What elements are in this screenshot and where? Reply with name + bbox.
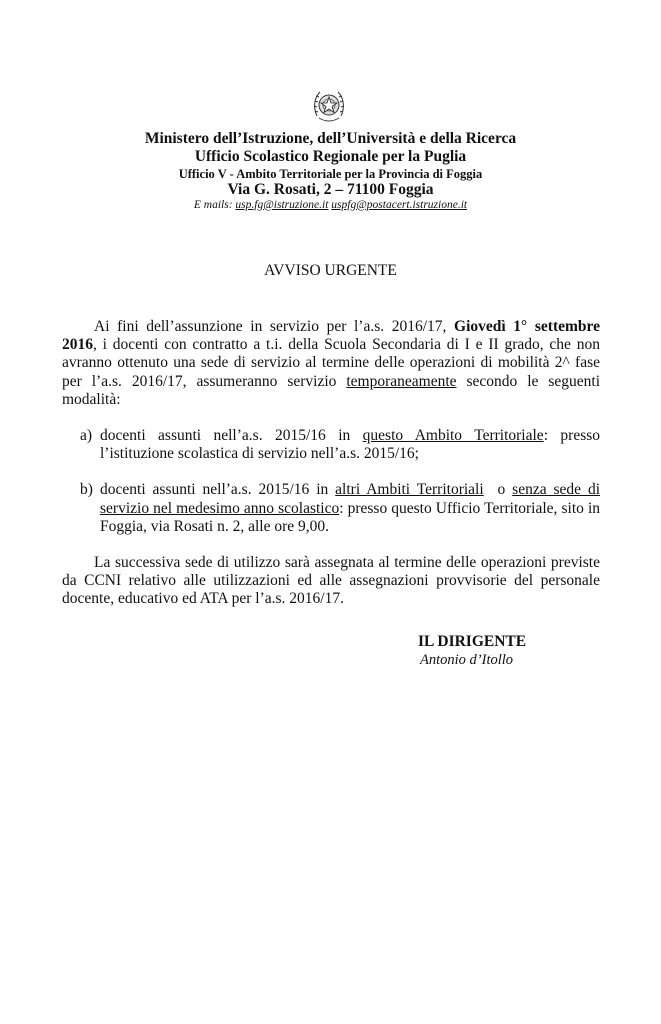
item-b-underlined-1: altri Ambiti Territoriali [335, 481, 484, 499]
regional-office-name: Ufficio Scolastico Regionale per la Puglia [194, 147, 467, 165]
intro-text-2: , i docenti con contratto a t.i. della Scuola Secondaria di I e II grado, che non avranno ottenuto una sede di servizio al termine delle operazioni di mobilità 2^ fase per l’a.s. 2016/17, assumeranno servizio [62, 336, 600, 390]
intro-text-1: Ai fini dell’assunzione in servizio per l’a.s. 2016/17, [94, 318, 455, 335]
letterhead [0, 130, 661, 212]
item-b-underlined-2: senza sede di servizio nel medesimo anno scolastico [100, 481, 601, 517]
intro-text-3: secondo le seguenti modalità: [62, 372, 600, 408]
item-a-text-2: : presso l’istituzione scolastica di servizio nell’a.s. 2015/16; [100, 427, 601, 463]
email-line [0, 199, 661, 212]
notice-body [62, 318, 600, 609]
list-marker-a: a) [80, 427, 93, 445]
email-link-2[interactable]: uspfg@postacert.istruzione.it [331, 198, 468, 211]
closing-paragraph: La successiva sede di utilizzo sarà assegnata al termine delle operazioni previste da CCNI relativo alle utilizzazioni ed alle assegnazioni provvisorie del personale docente, educativo ed ATA per l’a.s. 2016/17. [62, 554, 600, 608]
italian-republic-emblem-icon [311, 86, 347, 126]
list-item-a [62, 427, 600, 463]
item-a-underlined: questo Ambito Territoriale [362, 427, 544, 445]
ministry-name: Ministero dell’Istruzione, dell’Università e della Ricerca [144, 130, 517, 147]
list-item-b [62, 481, 600, 536]
email-link-1[interactable]: usp.fg@istruzione.it [235, 198, 329, 211]
signatory-name: Antonio d’Itollo [420, 651, 514, 668]
list-marker-b: b) [80, 481, 93, 499]
territorial-office-name: Ufficio V - Ambito Territoriale per la Provincia di Foggia [178, 166, 483, 181]
item-b-text-2: o [483, 481, 513, 499]
intro-underlined-word: temporaneamente [346, 372, 457, 390]
signatory-title: IL DIRIGENTE [418, 633, 527, 650]
signature-block [418, 633, 526, 669]
list-text-a [100, 427, 600, 463]
intro-paragraph [62, 318, 600, 409]
email-label: E mails: [193, 198, 233, 211]
list-text-b [100, 481, 600, 536]
intro-date: Giovedì 1° settembre 2016 [62, 318, 600, 354]
item-b-text-1: docenti assunti nell’a.s. 2015/16 in [100, 481, 336, 499]
notice-title: AVVISO URGENTE [264, 262, 397, 279]
item-a-text-1: docenti assunti nell’a.s. 2015/16 in [100, 427, 363, 445]
item-b-text-3: : presso questo Ufficio Territoriale, sito in Foggia, via Rosati n. 2, alle ore 9,00. [100, 499, 601, 535]
office-address: Via G. Rosati, 2 – 71100 Foggia [227, 181, 434, 198]
